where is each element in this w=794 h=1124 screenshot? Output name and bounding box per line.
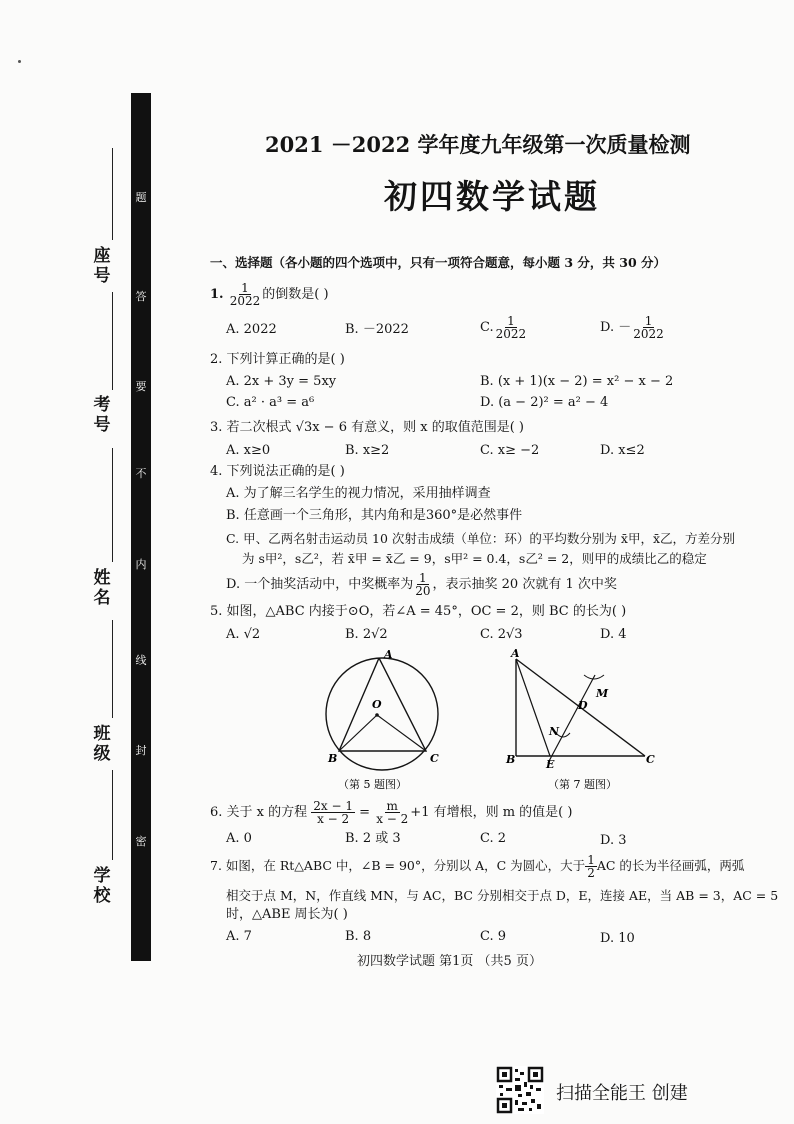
fig7-label-m: M: [596, 687, 609, 700]
fig7-label-e: E: [546, 758, 555, 771]
school-label: 学校: [93, 866, 111, 906]
fig7-caption: （第 7 题图）: [548, 778, 617, 791]
q4-option-c-line2: 为 s甲²，s乙²，若 x̄甲 = x̄乙 = 9，s甲² = 0.4，s乙² = 2，则甲的成绩比乙的稳定: [242, 551, 707, 566]
seal-char-4: 不: [135, 467, 147, 480]
seal-char-1: 题: [135, 191, 147, 204]
question-1: 1. $\frac{1}{2022}$ 的倒数是( ): [210, 281, 329, 308]
question-3: 3. 若二次根式 √3x − 6 有意义，则 x 的取值范围是( ): [210, 420, 524, 435]
exam-title: 2021 －2022 学年度九年级第一次质量检测: [265, 132, 691, 157]
seal-char-5: 内: [135, 558, 147, 571]
figure-7: [500, 645, 660, 795]
exam-number-line: [112, 292, 113, 390]
q5-option-d[interactable]: D. 4: [600, 627, 627, 642]
fig7-label-a: A: [511, 647, 520, 660]
fig5-label-o: O: [372, 698, 382, 711]
class-label: 班级: [93, 724, 111, 764]
q5-option-a[interactable]: A. √2: [226, 627, 261, 642]
q6-option-c[interactable]: C. 2: [480, 831, 507, 846]
q7-option-d[interactable]: D. 10: [600, 931, 635, 946]
scan-speck: [18, 60, 21, 63]
question-5: 5. 如图，△ABC 内接于⊙O，若∠A = 45°，OC = 2，则 BC 的长为( ): [210, 604, 627, 619]
q2-option-a[interactable]: A. 2x + 3y = 5xy: [226, 374, 337, 389]
q7-option-b[interactable]: B. 8: [345, 929, 372, 944]
scanner-watermark: 扫描全能王 创建: [556, 1083, 688, 1104]
segment-ae: [516, 659, 550, 756]
q3-option-b[interactable]: B. x≥2: [345, 443, 390, 458]
figure-5: [310, 640, 460, 800]
q6-option-a[interactable]: A. 0: [226, 831, 252, 846]
page-footer: 初四数学试题 第1页 （共5 页）: [357, 954, 542, 969]
fig5-label-b: B: [328, 752, 338, 765]
fig7-label-c: C: [646, 753, 655, 766]
seal-char-2: 答: [135, 290, 147, 303]
school-line: [112, 770, 113, 860]
q3-option-c[interactable]: C. x≥ −2: [480, 443, 540, 458]
seal-char-6: 线: [135, 654, 147, 667]
q1-option-a[interactable]: A. 2022: [226, 322, 277, 337]
segment-ob: [339, 715, 377, 751]
q4-option-c-line1[interactable]: C. 甲、乙两名射击运动员 10 次射击成绩（单位：环）的平均数分别为 x̄甲，x̄乙，方差分别: [226, 531, 735, 546]
center-point: [375, 713, 379, 717]
question-7-line1: 7. 如图，在 Rt△ABC 中，∠B = 90°，分别以 A，C 为圆心，大于 $\frac{1}{2}$ AC 的长为半径画弧，两弧: [210, 853, 745, 880]
exam-subtitle: 初四数学试题: [384, 177, 600, 216]
seat-number-label: 座号: [93, 246, 111, 286]
name-line: [112, 448, 113, 562]
q2-option-b[interactable]: B. (x + 1)(x − 2) = x² − x − 2: [480, 374, 674, 389]
fig7-label-b: B: [506, 753, 516, 766]
fig5-label-c: C: [430, 752, 439, 765]
section-heading: 一、选择题（各小题的四个选项中，只有一项符合题意，每小题 3 分，共 30 分）: [210, 255, 667, 270]
q5-option-b[interactable]: B. 2√2: [345, 627, 388, 642]
q2-option-d[interactable]: D. (a − 2)² = a² − 4: [480, 395, 609, 410]
q4-option-d[interactable]: D. 一个抽奖活动中，中奖概率为 $\frac{1}{20}$ ，表示抽奖 20 次就有 1 次中奖: [226, 571, 617, 598]
q2-option-c[interactable]: C. a² · a³ = a⁶: [226, 395, 315, 410]
question-6: 6. 关于 x 的方程 $\frac{2x - 1}{x - 2}$ = $\frac{m}{x - 2}$ +1 有增根，则 m 的值是( ): [210, 799, 573, 826]
segment-oc: [377, 715, 426, 751]
question-2: 2. 下列计算正确的是( ): [210, 352, 345, 367]
seal-char-8: 密: [135, 835, 147, 848]
seal-char-7: 封: [135, 744, 147, 757]
q3-option-d[interactable]: D. x≤2: [600, 443, 645, 458]
q1-option-b[interactable]: B. －2022: [345, 322, 409, 337]
name-label: 姓名: [93, 568, 111, 608]
question-4: 4. 下列说法正确的是( ): [210, 464, 345, 479]
exam-number-label: 考号: [93, 395, 111, 435]
q1-option-d[interactable]: D. － $\frac{1}{2022}$: [600, 314, 664, 341]
fig7-label-n: N: [549, 725, 560, 738]
q4-option-b[interactable]: B. 任意画一个三角形，其内角和是360°是必然事件: [226, 508, 523, 523]
q1-option-c[interactable]: C. $\frac{1}{2022}$: [480, 314, 527, 341]
fig7-label-d: D: [578, 699, 588, 712]
triangle-abc: [339, 658, 426, 751]
binding-strip: [131, 93, 151, 961]
q6-option-b[interactable]: B. 2 或 3: [345, 831, 401, 846]
class-line: [112, 620, 113, 718]
circle-o: [326, 658, 438, 770]
fig5-label-a: A: [384, 648, 393, 661]
q3-option-a[interactable]: A. x≥0: [226, 443, 271, 458]
q5-option-c[interactable]: C. 2√3: [480, 627, 523, 642]
qr-code-icon: [496, 1066, 544, 1114]
question-7-line2: 相交于点 M，N，作直线 MN，与 AC，BC 分别相交于点 D，E，连接 AE，当 AB = 3，AC = 5: [226, 888, 779, 903]
seal-char-3: 要: [135, 380, 147, 393]
q7-option-a[interactable]: A. 7: [226, 929, 252, 944]
q6-option-d[interactable]: D. 3: [600, 833, 627, 848]
q4-option-a[interactable]: A. 为了解三名学生的视力情况，采用抽样调查: [226, 486, 491, 501]
q7-option-c[interactable]: C. 9: [480, 929, 507, 944]
fig5-caption: （第 5 题图）: [338, 778, 407, 791]
seat-number-line: [112, 148, 113, 240]
question-7-line3: 时，△ABE 周长为( ): [226, 907, 348, 922]
